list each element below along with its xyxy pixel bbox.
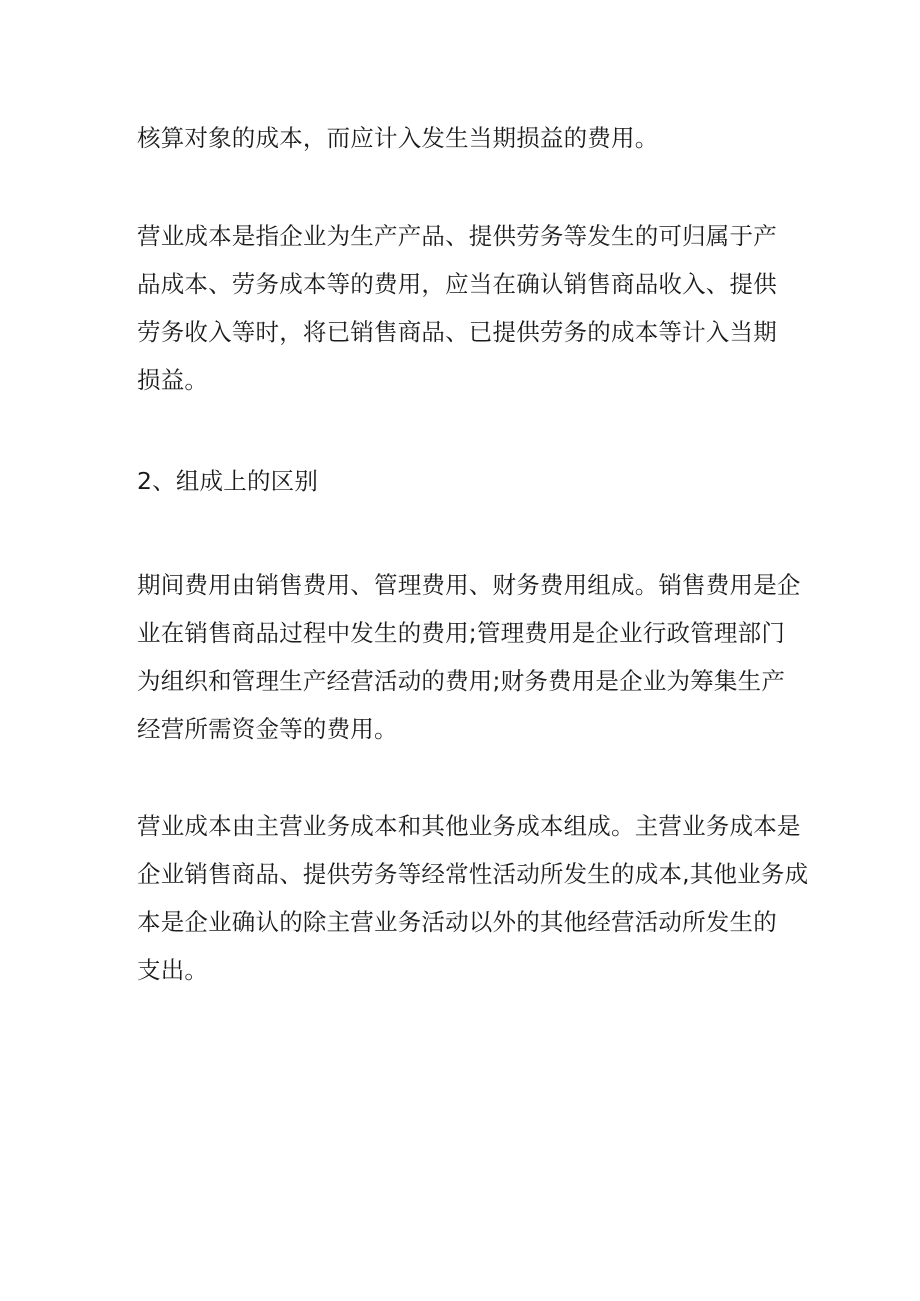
paragraph-line: 本是企业确认的除主营业务活动以外的其他经营活动所发生的 — [137, 908, 777, 936]
paragraph-line: 损益。 — [137, 366, 209, 394]
section-heading-text: 2、组成上的区别 — [137, 467, 319, 495]
paragraph-operating-cost-composition — [137, 802, 809, 994]
paragraph-line: 企业销售商品、提供劳务等经常性活动所发生的成本,其他业务成 — [137, 860, 809, 888]
paragraph-line: 支出。 — [137, 956, 209, 984]
paragraph-line: 经营所需资金等的费用。 — [137, 715, 398, 743]
paragraph-line: 品成本、劳务成本等的费用，应当在确认销售商品收入、提供 — [137, 270, 777, 298]
paragraph-period-expense-composition — [137, 561, 801, 753]
paragraph-line: 营业成本由主营业务成本和其他业务成本组成。主营业务成本是 — [137, 812, 801, 840]
paragraph-line: 核算对象的成本，而应计入发生当期损益的费用。 — [137, 124, 659, 152]
section-heading — [137, 457, 787, 505]
paragraph-line: 劳务收入等时，将已销售商品、已提供劳务的成本等计入当期 — [137, 318, 777, 346]
paragraph-cost-accounting-object — [137, 114, 787, 162]
paragraph-line: 营业成本是指企业为生产产品、提供劳务等发生的可归属于产 — [137, 222, 777, 250]
paragraph-operating-cost-definition — [137, 212, 787, 404]
paragraph-line: 业在销售商品过程中发生的费用;管理费用是企业行政管理部门 — [137, 619, 786, 647]
paragraph-line: 为组织和管理生产经营活动的费用;财务费用是企业为筹集生产 — [137, 667, 786, 695]
paragraph-line: 期间费用由销售费用、管理费用、财务费用组成。销售费用是企 — [137, 571, 801, 599]
